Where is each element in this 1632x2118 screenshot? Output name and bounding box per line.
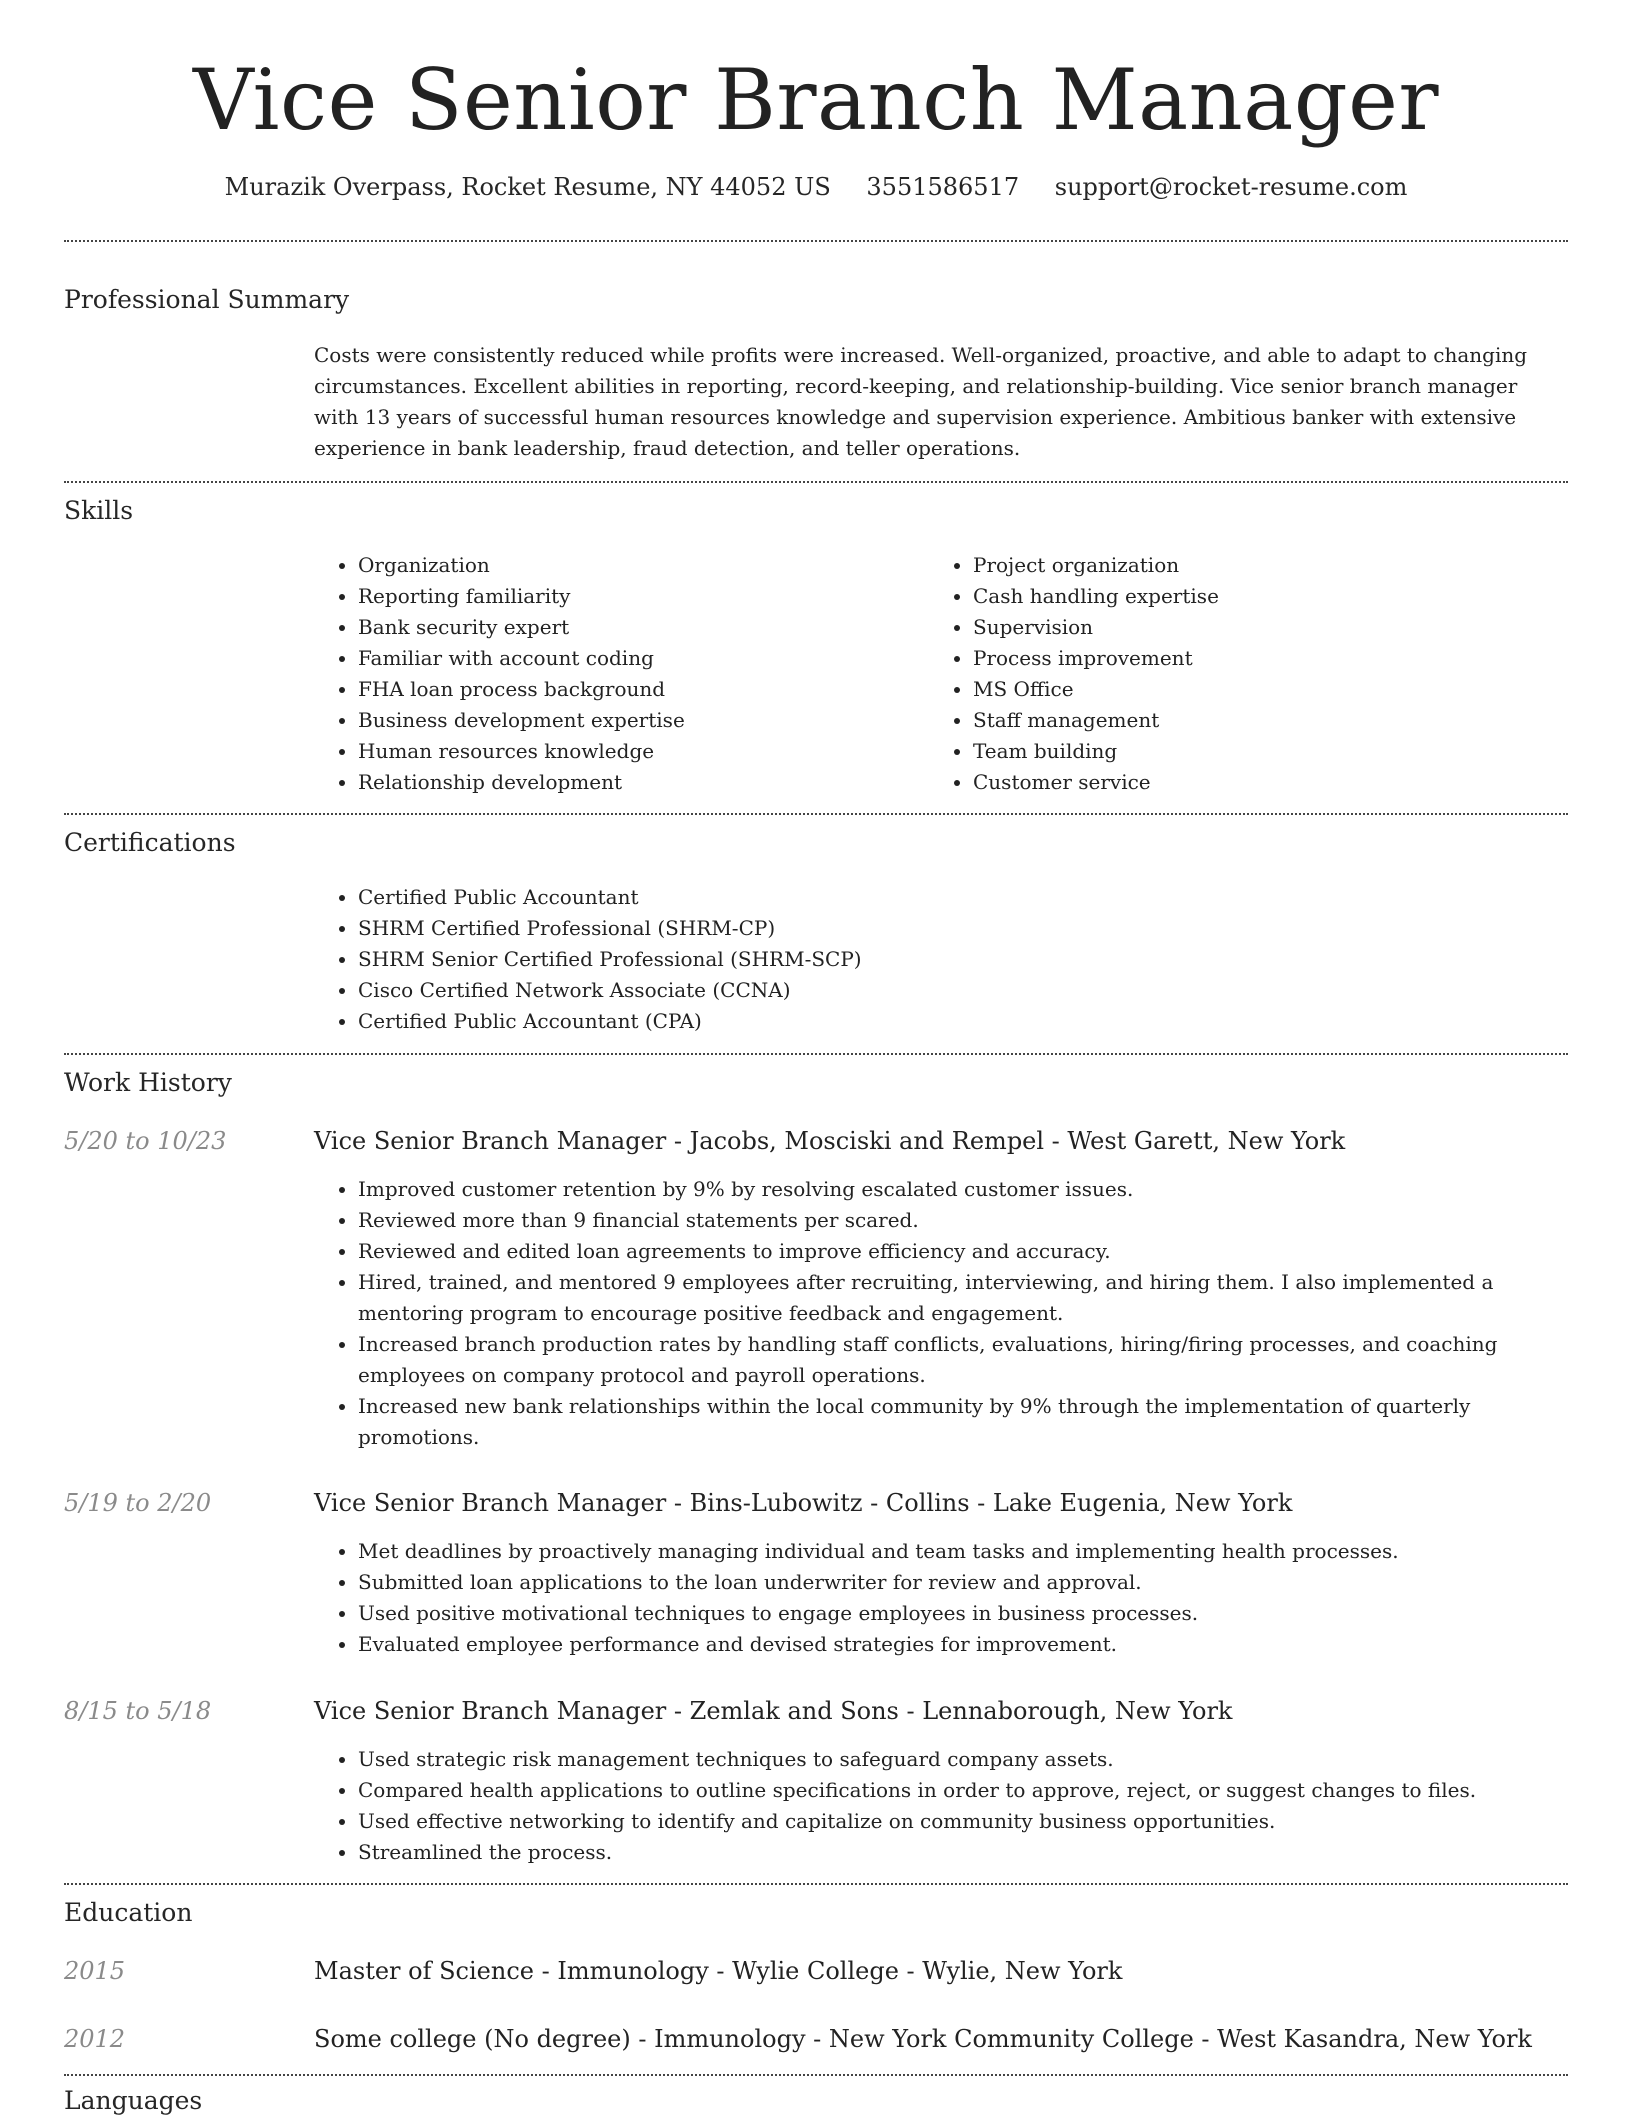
job-bullet: • Submitted loan applications to the loan underwriter for review and approval. bbox=[358, 1567, 1544, 1598]
skills-list-right bbox=[929, 550, 1544, 798]
contact-address: Murazik Overpass, Rocket Resume, NY 44052 US bbox=[224, 173, 831, 201]
section-divider bbox=[64, 2074, 1568, 2076]
section-divider bbox=[64, 813, 1568, 815]
certification-item: • Cisco Certified Network Associate (CCNA) bbox=[358, 975, 1544, 1006]
job-bullet: • Improved customer retention by 9% by resolving escalated customer issues. bbox=[358, 1174, 1544, 1205]
section-divider bbox=[64, 481, 1568, 483]
job-bullet: • Hired, trained, and mentored 9 employees after recruiting, interviewing, and hiring them. I also implemented a mentoring program to encourage positive feedback and engagement. bbox=[358, 1267, 1544, 1329]
skill-item: • Team building bbox=[973, 736, 1544, 767]
education-year: 2015 bbox=[64, 1957, 126, 1985]
job-bullets bbox=[314, 1536, 1544, 1660]
job-dates: 8/15 to 5/18 bbox=[64, 1697, 212, 1725]
job-bullet: • Reviewed more than 9 financial statements per scared. bbox=[358, 1205, 1544, 1236]
education-heading: Education bbox=[64, 1898, 193, 1927]
certification-item: • SHRM Senior Certified Professional (SHRM-SCP) bbox=[358, 944, 1544, 975]
section-divider bbox=[64, 1053, 1568, 1055]
skill-item: • Organization bbox=[358, 550, 929, 581]
job-bullet: • Used positive motivational techniques to engage employees in business processes. bbox=[358, 1598, 1544, 1629]
job-bullet: • Used effective networking to identify and capitalize on community business opportunities. bbox=[358, 1806, 1544, 1837]
skill-item: • Supervision bbox=[973, 612, 1544, 643]
education-degree: Master of Science - Immunology - Wylie College - Wylie, New York bbox=[314, 1957, 1123, 1985]
skill-item: • Bank security expert bbox=[358, 612, 929, 643]
skill-item: • FHA loan process background bbox=[358, 674, 929, 705]
job-bullets bbox=[314, 1174, 1544, 1453]
job-bullets bbox=[314, 1744, 1544, 1868]
certification-item: • Certified Public Accountant bbox=[358, 882, 1544, 913]
skill-item: • Familiar with account coding bbox=[358, 643, 929, 674]
job-title: Vice Senior Branch Manager - Jacobs, Mosciski and Rempel - West Garett, New York bbox=[314, 1127, 1346, 1155]
contact-phone: 3551586517 bbox=[866, 173, 1020, 201]
skills-heading: Skills bbox=[64, 496, 134, 525]
job-title: Vice Senior Branch Manager - Zemlak and Sons - Lennaborough, New York bbox=[314, 1697, 1233, 1725]
work-history-heading: Work History bbox=[64, 1068, 232, 1097]
skill-item: • Relationship development bbox=[358, 767, 929, 798]
certifications-list bbox=[314, 882, 1544, 1037]
section-divider bbox=[64, 240, 1568, 242]
job-bullet: • Increased new bank relationships within the local community by 9% through the implementation of quarterly promotions. bbox=[358, 1391, 1544, 1453]
skill-item: • MS Office bbox=[973, 674, 1544, 705]
summary-heading: Professional Summary bbox=[64, 285, 350, 314]
certification-item: • Certified Public Accountant (CPA) bbox=[358, 1006, 1544, 1037]
skills-list-left bbox=[314, 550, 929, 798]
job-bullet: • Streamlined the process. bbox=[358, 1837, 1544, 1868]
skill-item: • Customer service bbox=[973, 767, 1544, 798]
job-bullet: • Met deadlines by proactively managing individual and team tasks and implementing health processes. bbox=[358, 1536, 1544, 1567]
certification-item: • SHRM Certified Professional (SHRM-CP) bbox=[358, 913, 1544, 944]
languages-heading: Languages bbox=[64, 2086, 203, 2115]
job-bullet: • Increased branch production rates by handling staff conflicts, evaluations, hiring/firing processes, and coaching employees on company protocol and payroll operations. bbox=[358, 1329, 1544, 1391]
summary-section bbox=[314, 340, 1544, 464]
certifications-heading: Certifications bbox=[64, 828, 236, 857]
summary-text: Costs were consistently reduced while profits were increased. Well-organized, proactive, and able to adapt to changing circumstances. Excellent abilities in reporting, record-keeping, and relationship-building. Vice senior branch manager with 13 years of successful human resources knowledge and supervision experience. Ambitious banker with extensive experience in bank leadership, fraud detection, and teller operations. bbox=[314, 343, 1528, 460]
job-title: Vice Senior Branch Manager - Bins-Lubowitz - Collins - Lake Eugenia, New York bbox=[314, 1489, 1293, 1517]
certifications-section bbox=[314, 882, 1544, 1037]
job-bullet: • Evaluated employee performance and devised strategies for improvement. bbox=[358, 1629, 1544, 1660]
skill-item: • Reporting familiarity bbox=[358, 581, 929, 612]
skill-item: • Human resources knowledge bbox=[358, 736, 929, 767]
education-degree: Some college (No degree) - Immunology - New York Community College - West Kasandra, New York bbox=[314, 2025, 1532, 2053]
job-bullet: • Used strategic risk management techniques to safeguard company assets. bbox=[358, 1744, 1544, 1775]
skill-item: • Process improvement bbox=[973, 643, 1544, 674]
job-dates: 5/19 to 2/20 bbox=[64, 1489, 212, 1517]
job-bullet: • Reviewed and edited loan agreements to improve efficiency and accuracy. bbox=[358, 1236, 1544, 1267]
contact-email: support@rocket-resume.com bbox=[1054, 173, 1408, 201]
skills-section bbox=[314, 550, 1544, 798]
section-divider bbox=[64, 1883, 1568, 1885]
skill-item: • Cash handling expertise bbox=[973, 581, 1544, 612]
job-dates: 5/20 to 10/23 bbox=[64, 1127, 227, 1155]
resume-name: Vice Senior Branch Manager bbox=[193, 51, 1439, 149]
skill-item: • Business development expertise bbox=[358, 705, 929, 736]
contact-line bbox=[0, 170, 1632, 204]
education-year: 2012 bbox=[64, 2025, 126, 2053]
job-bullet: • Compared health applications to outline specifications in order to approve, reject, or suggest changes to files. bbox=[358, 1775, 1544, 1806]
skill-item: • Staff management bbox=[973, 705, 1544, 736]
skill-item: • Project organization bbox=[973, 550, 1544, 581]
